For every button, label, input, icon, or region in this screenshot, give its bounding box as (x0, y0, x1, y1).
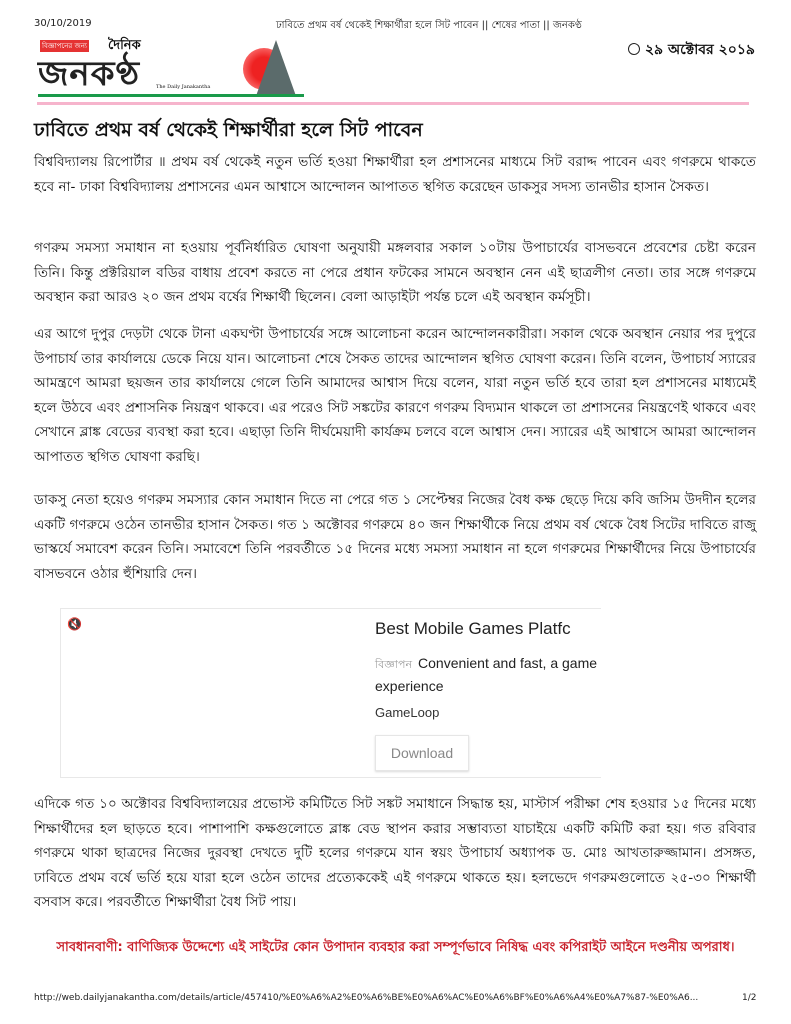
publish-date-text: ২৯ অক্টোবর ২০১৯ (644, 42, 755, 58)
article-paragraph: বিশ্ববিদ্যালয় রিপোর্টার ॥ প্রথম বর্ষ থেকেই নতুন ভর্তি হওয়া শিক্ষার্থীরা হল প্রশাসনের মাধ্যমে সিট বরাদ্দ পাবেন এবং গণরুমে থাকতে হবে না- ঢাকা বিশ্ববিদ্যালয় প্রশাসনের এমন আশ্বাসে আন্দোলন আপাতত স্থগিত করেছেন ডাকসুর সদস্য তানভীর হাসান সৈকত। (34, 154, 756, 195)
print-page-title: ঢাবিতে প্রথম বর্ষ থেকেই শিক্ষার্থীরা হলে সিট পাবেন || শেষের পাতা || জনকণ্ঠ (276, 20, 582, 31)
print-date: 30/10/2019 (34, 18, 92, 29)
logo-subtitle: The Daily Janakantha (156, 84, 211, 90)
logo-tag: বিজ্ঞাপনের জন্য (42, 42, 87, 50)
mute-icon[interactable]: 🔇 (67, 617, 82, 631)
advertisement[interactable] (60, 608, 601, 778)
article-headline: ঢাবিতে প্রথম বর্ষ থেকেই শিক্ষার্থীরা হলে সিট পাবেন (34, 119, 423, 141)
ad-description-text: Convenient and fast, a game experience (375, 655, 598, 694)
site-logo[interactable] (38, 36, 304, 98)
ad-label: বিজ্ঞাপন (375, 659, 413, 671)
ad-description (375, 653, 601, 697)
ad-brand: GameLoop (375, 705, 440, 720)
article-paragraph: এর আগে দুপুর দেড়টা থেকে টানা একঘণ্টা উপাচার্যের সঙ্গে আলোচনা করেন আন্দোলনকারীরা। সকাল থেকে অবস্থান নেয়ার পর দুপুরে উপাচার্য তার কার্যালয়ে ডেকে নিয়ে যান। আলোচনা শেষে সৈকত তাদের আন্দোলন স্থগিত ঘোষণা করেন। তিনি বলেন, উপাচার্য স্যারের আমন্ত্রণে আমরা ছয়জন তার কার্যালয়ে গেলে তিনি আমাদের আশ্বাস দিয়ে বলেন, যারা নতুন ভর্তি হবে তারা হল প্রশাসনের মাধ্যমেই হলে উঠবে এবং প্রশাসনিক নিয়ন্ত্রণ থাকবে। এর পরেও সিট সঙ্কটের কারণে গণরুম বিদ্যমান থাকলে তা প্রশাসনের নিয়ন্ত্রণেই থাকবে এবং সেখানে ব্লাঙ্ক বেডের ব্যবস্থা করা হবে। এছাড়া তিনি দীর্ঘমেয়াদী কার্যক্রম চলবে বলে আশ্বাস দেন। স্যারের এই আশ্বাসে আমরা আন্দোলন আপাতত স্থগিত ঘোষণা করছি। (34, 326, 756, 465)
header-divider (37, 102, 749, 105)
copyright-warning: সাবধানবাণী: বাণিজ্যিক উদ্দেশ্যে এই সাইটের কোন উপাদান ব্যবহার করা সম্পূর্ণভাবে নিষিদ্ধ এবং কপিরাইট আইনে দণ্ডনীয় অপরাধ। (56, 940, 735, 955)
article-paragraph: ডাকসু নেতা হয়েও গণরুম সমস্যার কোন সমাধান দিতে না পেরে গত ১ সেপ্টেম্বর নিজের বৈধ কক্ষ ছেড়ে দিয়ে কবি জসিম উদদীন হলের একটি গণরুমে ওঠেন তানভীর হাসান সৈকত। গত ১ অক্টোবর গণরুমে ৪০ জন শিক্ষার্থীকে নিয়ে প্রথম বর্ষ থেকে বৈধ সিটের দাবিতে রাজু ভাস্কর্যে সমাবেশ করেন তিনি। সমাবেশে তিনি পরবর্তীতে ১৫ দিনের মধ্যে সমস্যা সমাধান না হলে গণরুমের শিক্ষার্থীদের নিয়ে উপাচার্যের বাসভবনে ওঠার হুঁশিয়ারি দেন। (34, 492, 756, 582)
print-page-number: 1/2 (742, 993, 757, 1003)
article-paragraph: গণরুম সমস্যা সমাধান না হওয়ায় পূর্বনির্ধারিত ঘোষণা অনুযায়ী মঙ্গলবার সকাল ১০টায় উপাচার্যের বাসভবনে প্রবেশের চেষ্টা করেন তিনি। কিন্তু প্রক্টরিয়াল বডির বাধায় প্রবেশ করতে না পেরে প্রধান ফটকের সামনে অবস্থান নেন এই ছাত্রলীগ নেতা। তার সঙ্গে গণরুমে অবস্থান করা আরও ২০ জন প্রথম বর্ষের শিক্ষার্থী ছিলেন। বেলা আড়াইটা পর্যন্ত চলে এই অবস্থান কর্মসূচী। (34, 240, 756, 305)
logo-name: জনকণ্ঠ (38, 54, 141, 94)
ad-title[interactable]: Best Mobile Games Platfc (375, 619, 571, 638)
logo-underline (38, 94, 304, 97)
print-url: http://web.dailyjanakantha.com/details/article/457410/%E0%A6%A2%E0%A6%BE%E0%A6%AC%E0%A6%BF%E0%A6%A4%E0%A7%87-%E0%A6... (34, 993, 699, 1003)
article-paragraph: এদিকে গত ১০ অক্টোবর বিশ্ববিদ্যালয়ের প্রভোস্ট কমিটিতে সিট সঙ্কট সমাধানে সিদ্ধান্ত হয়, মাস্টার্স পরীক্ষা শেষ হওয়ার ১৫ দিনের মধ্যে শিক্ষার্থীদের হল ছাড়তে হবে। পাশাপাশি কক্ষগুলোতে ব্লাঙ্ক বেড স্থাপন করার সম্ভাব্যতা যাচাইয়ে একটি কমিটি করা হয়। গত রবিবার গণরুমে থাকা ছাত্রদের নিজের দুরবস্থা দেখতে দুটি হলের গণরুমে যান স্বয়ং উপাচার্য অধ্যাপক ড. মোঃ আখতারুজ্জামান। প্রসঙ্গত, ঢাবিতে প্রথম বর্ষে ভর্তি হয়ে যারা হলে ওঠেন তাদের প্রত্যেককেই এই গণরুমে থাকতে হয়। হলভেদে গণরুমগুলোতে ২৫-৩০ শিক্ষার্থী বসবাস করে। পরবর্তীতে শিক্ষার্থীরা বৈধ সিট পায়। (34, 796, 757, 910)
logo-dainik: দৈনিক (108, 38, 141, 53)
logo-monument-graphic (256, 40, 296, 96)
clock-icon (628, 43, 640, 55)
publish-date (628, 38, 755, 62)
ad-download-button[interactable]: Download (375, 735, 469, 771)
